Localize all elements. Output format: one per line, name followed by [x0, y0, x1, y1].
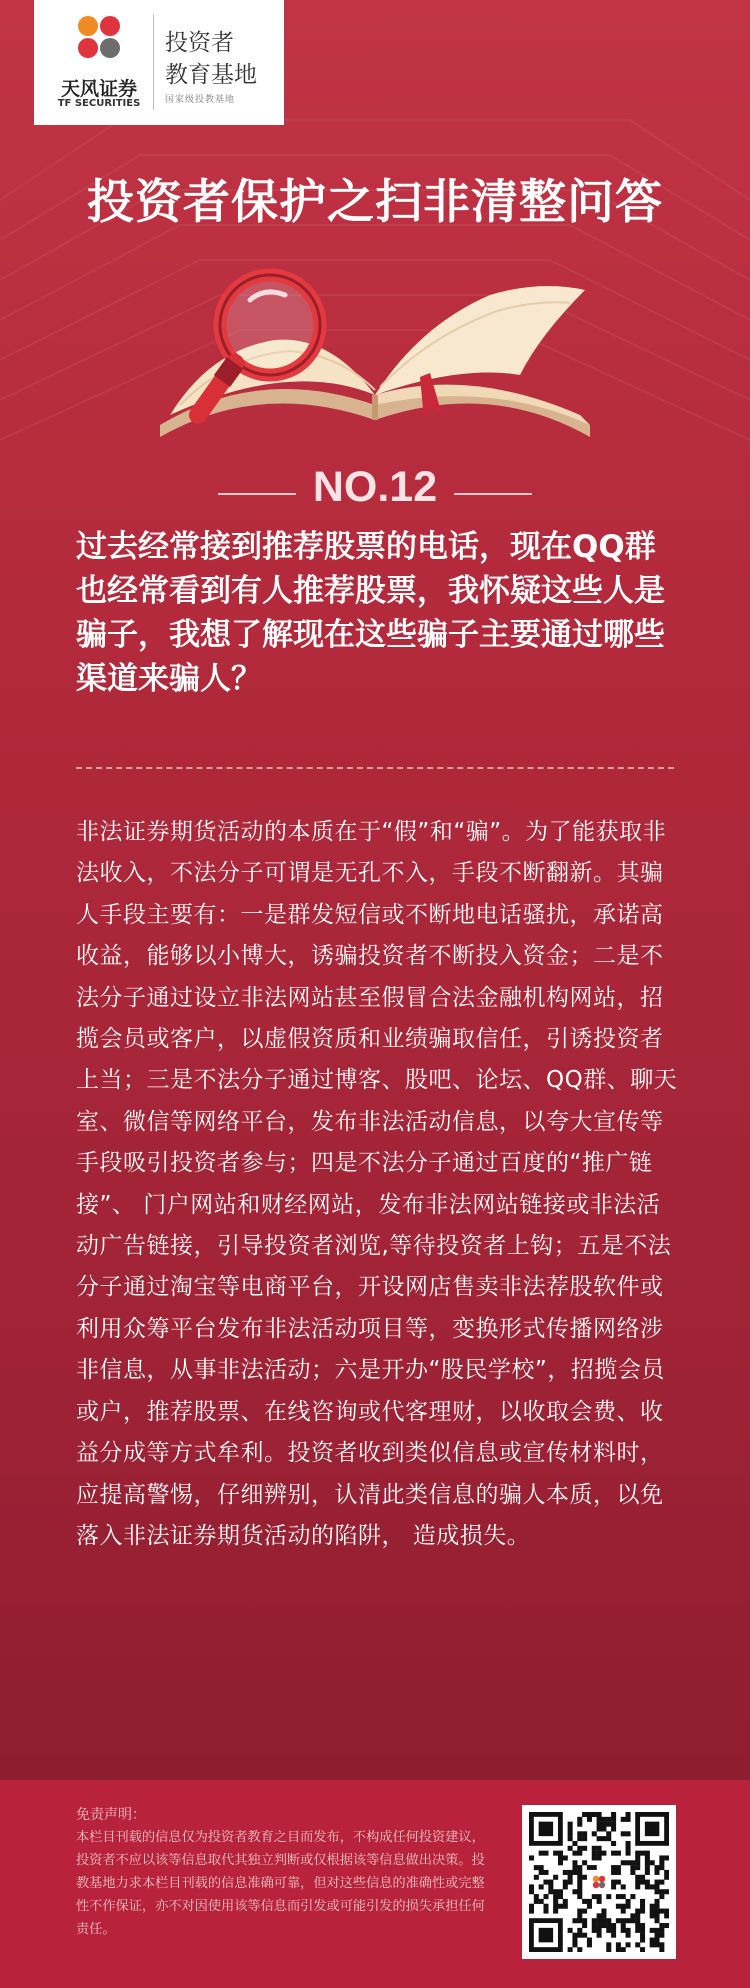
page-title: 投资者保护之扫非清整问答: [87, 175, 663, 230]
book-magnifier-icon: [140, 255, 610, 455]
qr-code[interactable]: [522, 1805, 676, 1959]
edu-base-subtitle: 国家级投教基地: [165, 95, 236, 105]
disclaimer-title: 免责声明：: [76, 1807, 146, 1823]
logo-mark-icon: [67, 12, 131, 70]
edu-base-line1: 投资者: [165, 30, 234, 56]
answer-text: 非法证券期货活动的本质在于“假”和“骗”。为了能获取非法收入，不法分子可谓是无孔不入，手段不断翻新。其骗人手段主要有：一是群发短信或不断地电话骚扰，承诺高收益，能够以小博大，诱骗投资者不断投入资金；二是不法分子通过设立非法网站甚至假冒合法金融机构网站，招揽会员或客户，以虚假资质和业绩骗取信任，引诱投资者上当；三是不法分子通过博客、股吧、论坛、QQ群、聊天室、微信等网络平台，发布非法活动信息，以夸大宣传等手段吸引投资者参与；四是不法分子通过百度的“推广链接”、 门户网站和财经网站，发布非法网站链接或非法活动广告链接，引导投资者浏览,等待投资者上钩；五是不法分子通过淘宝等电商平台，开设网店售卖非法荐股软件或利用众筹平台发布非法活动项目等，变换形式传播网络涉非信息，从事非法活动；六是开办“股民学校”，招揽会员或户，推荐股票、在线咨询或代客理财，以收取会费、收益分成等方式牟利。投资者收到类似信息或宣传材料时，应提高警惕，仔细辨别，认清此类信息的骗人本质，以免落入非法证券期货活动的陷阱， 造成损失。: [76, 819, 678, 1549]
question-text: 过去经常接到推荐股票的电话，现在QQ群也经常看到有人推荐股票，我怀疑这些人是骗子，我想了解现在这些骗子主要通过哪些渠道来骗人？: [76, 529, 665, 697]
brand-logo: [34, 0, 284, 125]
logo-divider: [153, 14, 154, 110]
disclaimer-text: 本栏目刊载的信息仅为投资者教育之目而发布，不构成任何投资建议，投资者不应以该等信息取代其独立判断或仅根据该等信息做出决策。投教基地力求本栏目刊载的信息准确可靠，但对这些信息的准确性或完整性不作保证，亦不对因使用该等信息而引发或可能引发的损失承担任何责任。: [76, 1830, 485, 1937]
footer: [0, 1780, 750, 1988]
question-number-label: NO.12: [312, 463, 438, 511]
qr-code-icon: [529, 1812, 669, 1952]
dashed-divider: [76, 767, 674, 769]
logo-chinese-name: 天风证券: [60, 78, 137, 100]
edu-base-line2: 教育基地: [165, 62, 257, 88]
logo-english-name: TF SECURITIES: [57, 98, 141, 109]
question-number: [0, 463, 750, 523]
